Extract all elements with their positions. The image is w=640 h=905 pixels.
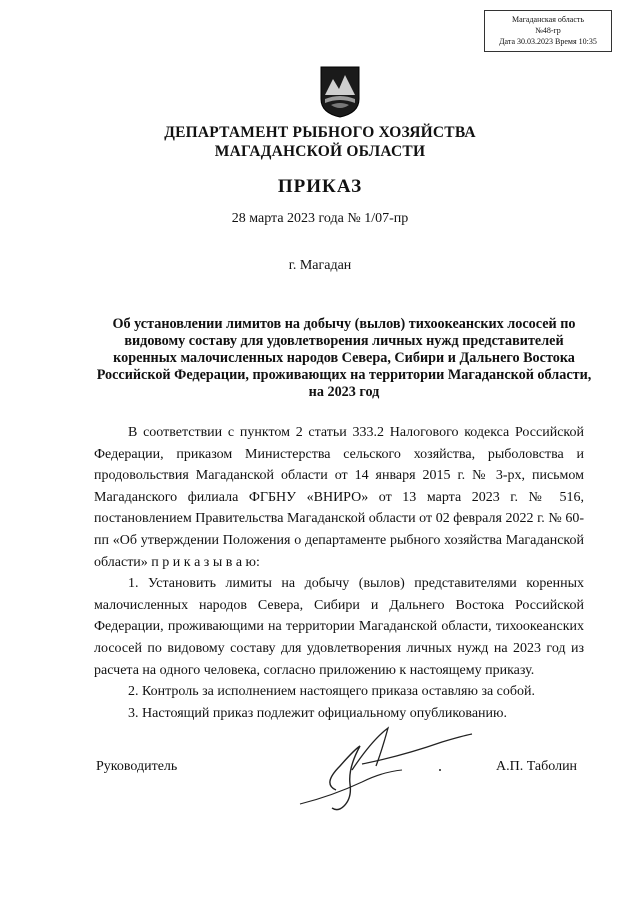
paragraph-item-2: 2. Контроль за исполнением настоящего приказа оставляю за собой. xyxy=(128,684,536,700)
handwritten-signature xyxy=(292,720,492,820)
order-body xyxy=(94,422,584,724)
paragraph-preamble: В соответствии с пунктом 2 статьи 333.2 Налогового кодекса Российской Федерации, приказом Министерства сельского хозяйства, рыболовства и продовольствия Магаданской области от 14 января 2015 г. № 3-рх, письмом Магаданского филиала ФГБНУ «ВНИРО» от 13 марта 2023 г. № 516, постановлением Правительства Магаданской области от 02 февраля 2022 г. № 60-пп «Об утверждении Положения о департаменте рыбного хозяйства Магаданской области» п р и к а з ы в а ю: xyxy=(94,425,584,570)
department-name-line1: ДЕПАРТАМЕНТ РЫБНОГО ХОЗЯЙСТВА xyxy=(164,124,476,141)
stamp-number: №48-гр xyxy=(535,26,561,35)
stamp-datetime: Дата 30.03.2023 Время 10:35 xyxy=(499,37,597,46)
paragraph-item-3: 3. Настоящий приказ подлежит официальному опубликованию. xyxy=(128,705,507,721)
paragraph-item-1: 1. Установить лимиты на добычу (вылов) представителями коренных малочисленных народов Севера, Сибири и Дальнего Востока Российской Федерации, проживающими на территории Магаданской области, тихоокеанских лососей по видовому составу для удовлетворения личных нужд на 2023 год из расчета на одного человека, согласно приложению к настоящему приказу. xyxy=(94,576,584,678)
signatory-role: Руководитель xyxy=(96,759,178,774)
order-date-number: 28 марта 2023 года № 1/07-пр xyxy=(231,211,409,226)
signatory-name: А.П. Таболин xyxy=(496,759,578,774)
stamp-region: Магаданская область xyxy=(511,15,585,24)
department-name-line2: МАГАДАНСКОЙ ОБЛАСТИ xyxy=(214,143,426,160)
order-heading: Об установлении лимитов на добычу (вылов) тихоокеанских лососей по видовому составу для удовлетворения личных нужд представителей коренных малочисленных народов Севера, Сибири и Дальнего Востока Российской Федерации, проживающих на территории Магаданской области, на 2023 год xyxy=(96,316,592,400)
city: г. Магадан xyxy=(288,258,352,273)
registration-stamp xyxy=(484,10,612,52)
coat-of-arms-icon xyxy=(319,65,361,119)
document-type: ПРИКАЗ xyxy=(277,176,363,197)
